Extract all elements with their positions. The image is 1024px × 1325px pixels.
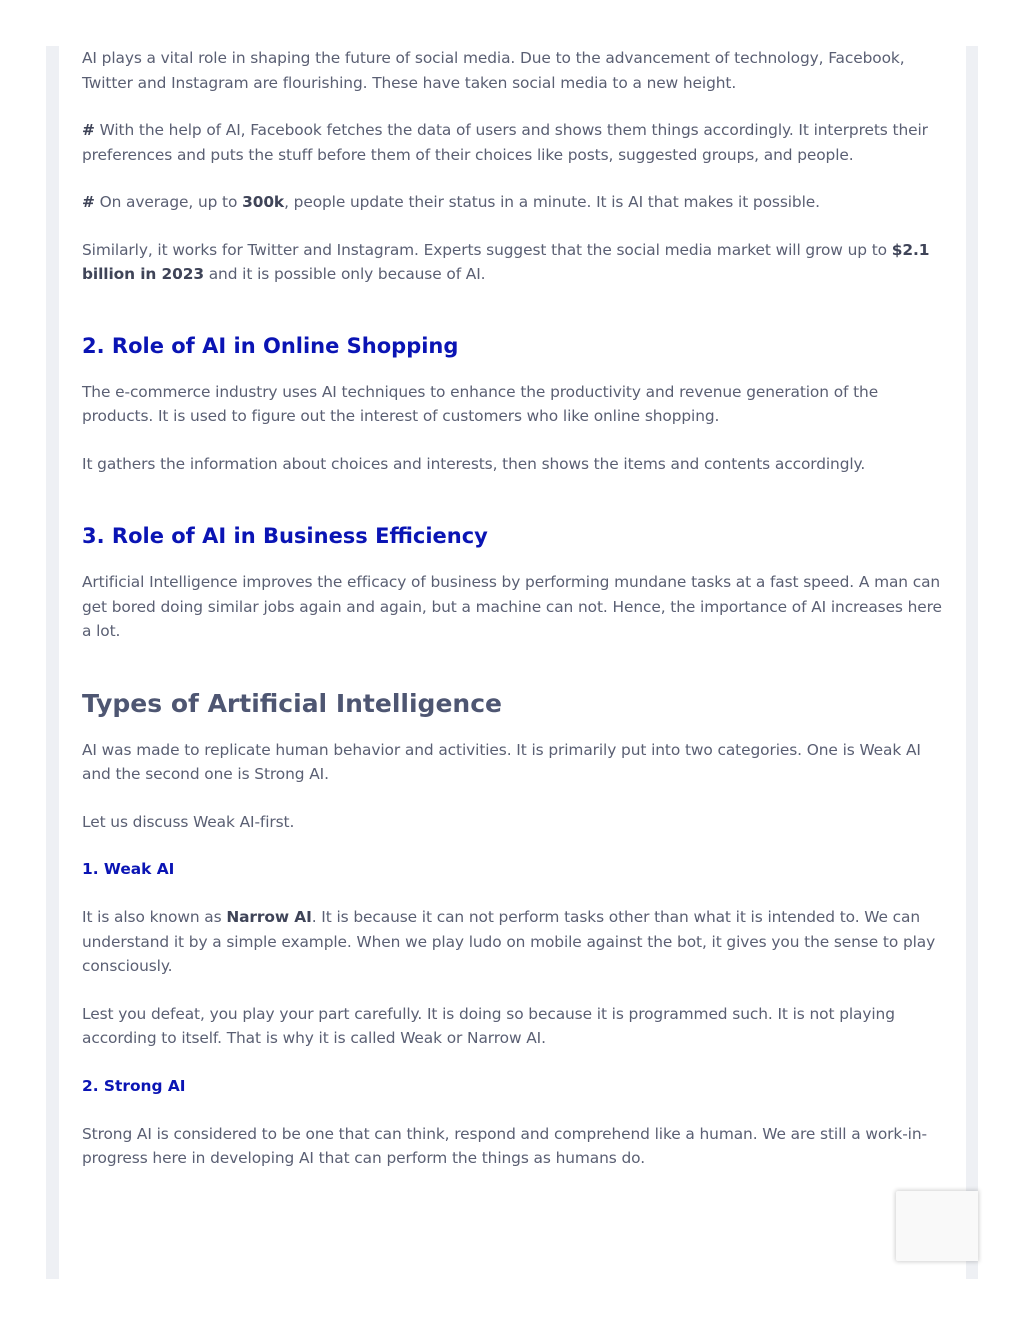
bold-market-value: $2.1 billion in 2023 <box>82 240 930 283</box>
article-body <box>82 46 944 1171</box>
heading-online-shopping: 2. Role of AI in Online Shopping <box>82 333 459 358</box>
heading-types-of-ai: Types of Artificial Intelligence <box>82 688 502 718</box>
paragraph-facebook-text: With the help of AI, Facebook fetches the data of users and shows them things accordingly. It interprets their preferences and puts the stuff before them of their choices like posts, suggested groups, and people. <box>82 121 928 164</box>
heading-strong-ai: 2. Strong AI <box>82 1076 186 1095</box>
right-margin-bar <box>966 46 978 1279</box>
text-segment: . It is because it can not perform tasks other than what it is intended to. We can understand it by a simple example. When we play ludo on mobile against the bot, it gives you the sense to play consciously. <box>82 908 936 975</box>
recaptcha-badge[interactable] <box>896 1191 978 1261</box>
paragraph-facebook <box>82 118 944 167</box>
bold-stat-300k: 300k <box>242 193 285 211</box>
paragraph-lest-you-defeat: Lest you defeat, you play your part carefully. It is doing so because it is programmed such. It is not playing according to itself. That is why it is called Weak or Narrow AI. <box>82 1004 895 1047</box>
paragraph-gathers-info: It gathers the information about choices and interests, then shows the items and contents accordingly. <box>82 454 866 473</box>
text-segment: On average, up to <box>94 193 243 211</box>
left-margin-bar <box>46 46 59 1279</box>
paragraph-discuss-weak-ai: Let us discuss Weak AI-first. <box>82 812 295 831</box>
heading-business-efficiency: 3. Role of AI in Business Efficiency <box>82 524 488 548</box>
text-segment: Similarly, it works for Twitter and Instagram. Experts suggest that the social media market will grow up to <box>82 240 892 259</box>
paragraph-types-intro: AI was made to replicate human behavior and activities. It is primarily put into two categories. One is Weak AI and the second one is Strong AI. <box>82 740 921 783</box>
text-segment: , people update their status in a minute. It is AI that makes it possible. <box>284 193 820 211</box>
paragraph-social-media-intro: AI plays a vital role in shaping the future of social media. Due to the advancement of technology, Facebook, Twitter and Instagram are flourishing. These have taken social media to a new height. <box>82 49 905 92</box>
text-segment: It is also known as <box>82 908 227 926</box>
heading-weak-ai: 1. Weak AI <box>82 860 175 878</box>
paragraph-status-updates <box>82 190 944 215</box>
paragraph-strong-ai: Strong AI is considered to be one that can think, respond and comprehend like a human. We are still a work-in-progress here in developing AI that can perform the things as humans do. <box>82 1124 927 1167</box>
paragraph-ecommerce: The e-commerce industry uses AI techniques to enhance the productivity and revenue generation of the products. It is used to figure out the interest of customers who like online shopping. <box>82 382 879 425</box>
paragraph-market-growth <box>82 238 944 287</box>
paragraph-business-efficacy: Artificial Intelligence improves the efficacy of business by performing mundane tasks at a fast speed. A man can get bored doing similar jobs again and again, but a machine can not. Hence, the importance of AI increases here a lot. <box>82 573 942 640</box>
paragraph-narrow-ai <box>82 905 944 979</box>
bold-narrow-ai: Narrow AI <box>226 908 312 926</box>
hash-marker: # <box>82 193 95 211</box>
text-segment: and it is possible only because of AI. <box>203 265 486 283</box>
hash-marker: # <box>82 121 95 139</box>
